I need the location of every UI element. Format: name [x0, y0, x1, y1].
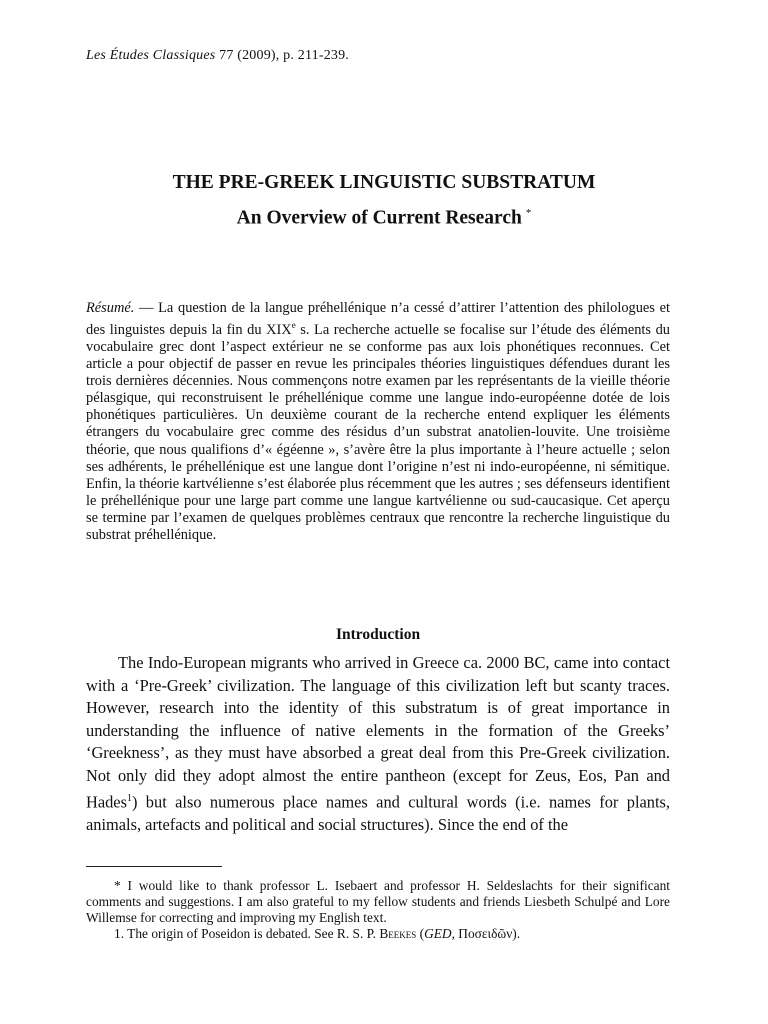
article-subtitle [86, 198, 682, 234]
footnote-1 [86, 926, 670, 942]
title-footnote-marker: * [525, 207, 532, 219]
footnote-1-prefix: 1. The origin of Poseidon is debated. See R. S. P. [114, 926, 380, 941]
century-superscript: e [291, 320, 296, 331]
citation-details: 77 (2009), p. 211-239. [215, 48, 350, 63]
footnote-reference-1: 1 [126, 792, 132, 804]
section-heading-introduction: Introduction [335, 626, 421, 643]
abstract [86, 300, 670, 544]
abstract-text-part-2: s. La recherche actuelle se focalise sur l’étude des éléments du vocabulaire grec dont l’aspect extérieur ne se conforme pas aux lois phonétiques reconnues. Cet article a pour objectif de passer en revue les principales théories linguistiques défendues durant les trois dernières décennies. Nous commençons notre examen par les représentants de la vieille théorie pélasgique, qui reconstruisent le préhellénique comme une langue indo-européenne dotée de lois phonétiques particulières. Un deuxième courant de la recherche entend expliquer les éléments étrangers du vocabulaire grec comme des résidus d’un substrat anatolien-louvite. Une troisième théorie, que nous qualifions d’« égéenne », s’avère être la plus importante à l’heure actuelle ; selon ses adhérents, le préhellénique est une langue dont l’origine n’est ni indo-européenne, ni sémitique. Enfin, la théorie kartvélienne s’est élaborée plus récemment que les autres ; ses défenseurs identifient le préhellénique pour une large part comme une langue kartvélienne ou sud-caucasique. Cet aperçu se termine par l’examen de quelques problèmes centraux que rencontre la recherche linguistique du substrat préhellénique. [86, 321, 670, 544]
footnote-separator [86, 866, 222, 867]
introduction-paragraph [86, 652, 670, 836]
footnote-1-author: Beekes [379, 926, 417, 941]
article-title-block [86, 168, 682, 234]
article-subtitle-text: An Overview of Current Research [236, 207, 522, 229]
footnote-1-rest: , Ποσειδῶν). [451, 926, 521, 941]
footnotes [86, 878, 670, 942]
journal-citation [86, 48, 686, 64]
journal-name: Les Études Classiques [86, 48, 216, 63]
article-title: THE PRE-GREEK LINGUISTIC SUBSTRATUM [172, 172, 596, 193]
footnote-1-open: ( [416, 926, 425, 941]
introduction-text-part-1: The Indo-European migrants who arrived in Greece ca. 2000 BC, came into contact with a ‘Pre-Greek’ civilization. The language of this civilization left but scanty traces. However, research into the identity of this substratum is of great importance in understanding the influence of native elements in the formation of the Greeks’ ‘Greekness’, as they must have absorbed a great deal from this Pre-Greek civilization. Not only did they adopt almost the entire pantheon (except for Zeus, Eos, Pan and Hades [86, 653, 670, 812]
footnote-1-work: GED [424, 926, 452, 941]
abstract-text-part-1: — La question de la langue préhellénique n’a cessé d’attirer l’attention des philologues et des linguistes depuis la fin du XIX [86, 300, 670, 338]
introduction-text-part-2: ) but also numerous place names and cultural words (i.e. names for plants, animals, artefacts and political and social structures). Since the end of the [86, 792, 670, 834]
footnote-acknowledgement: * I would like to thank professor L. Isebaert and professor H. Seldeslachts for their significant comments and suggestions. I am also grateful to my fellow students and friends Liesbeth Schulpé and Lore Willemse for correcting and improving my English text. [86, 878, 670, 925]
abstract-label: Résumé. [86, 300, 135, 316]
